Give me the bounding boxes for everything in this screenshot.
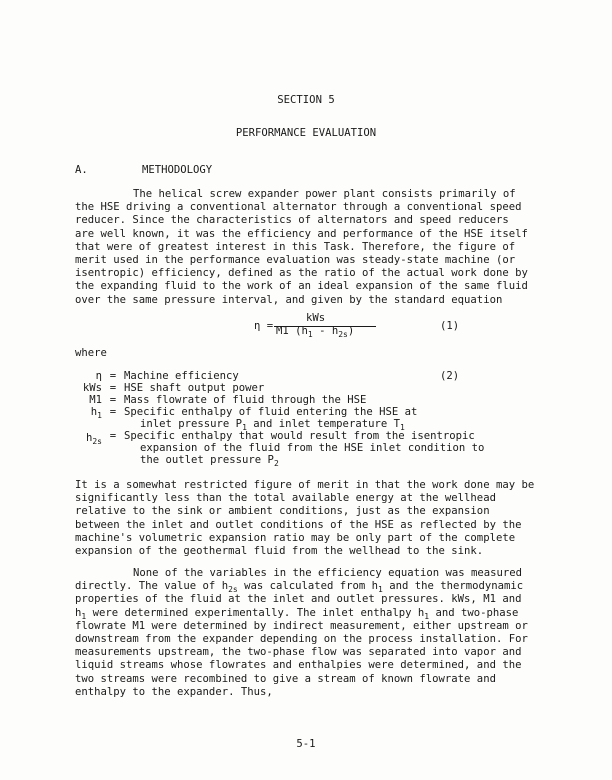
paragraph-line: reducer. Since the characteristics of alternators and speed reducers	[75, 214, 509, 227]
paragraph-line: machine's volumetric expansion ratio may be only part of the complete	[75, 531, 516, 544]
paragraph-restricted	[75, 479, 535, 558]
definition-m1: Mass flowrate of fluid through the HSE	[124, 394, 367, 406]
paragraph-line: liquid streams whose flowrates and enthalpies were determined, and the	[75, 659, 522, 672]
equals-sign: =	[109, 370, 117, 382]
equation-number-2: (2)	[440, 370, 460, 382]
paragraph-line: the expanding fluid to the work of an ideal expansion of the same fluid	[75, 280, 528, 293]
equals-sign: =	[109, 430, 117, 442]
definition-h2s-line2: expansion of the fluid from the HSE inlet condition to	[140, 442, 485, 454]
paragraph-line: are well known, it was the efficiency and performance of the HSE itself	[75, 227, 528, 240]
paragraph-line: measurements upstream, the two-phase flow was separated into vapor and	[75, 646, 522, 659]
paragraph-line: the HSE driving a conventional alternator through a conventional speed	[75, 201, 522, 214]
symbol-h2s: $h_{2s}$	[85, 432, 102, 446]
page-number: 5-1	[296, 738, 316, 750]
heading-title: METHODOLOGY	[142, 164, 213, 176]
paragraph-line: enthalpy to the expander. Thus,	[75, 685, 273, 698]
equals-sign: =	[109, 382, 117, 394]
paragraph-line: relative to the sink or ambient conditions, just as the expansion	[75, 505, 490, 518]
definition-h1-line2: inlet pressure $P_1$ and inlet temperature $T_1$	[140, 418, 405, 432]
paragraph-line: that were of greatest interest in this Task. Therefore, the figure of	[75, 240, 516, 253]
definition-eta: Machine efficiency	[124, 370, 239, 382]
definition-kws: HSE shaft output power	[124, 382, 265, 394]
section-title: SECTION 5	[277, 94, 335, 106]
symbol-eta: η	[95, 370, 102, 382]
equals-sign: =	[109, 394, 117, 406]
symbol-h1: $h_1$	[90, 406, 102, 420]
section-subtitle: PERFORMANCE EVALUATION	[235, 127, 377, 139]
paragraph-line: downstream from the expander depending on the process installation. For	[75, 633, 528, 646]
paragraph-line: None of the variables in the efficiency equation was measured	[133, 567, 523, 579]
paragraph-line: expansion of the geothermal fluid from the wellhead to the sink.	[75, 545, 484, 558]
paragraph-intro	[75, 188, 528, 307]
symbol-m1: M1	[89, 394, 102, 406]
definition-h2s-line1: Specific enthalpy that would result from the isentropic	[124, 430, 475, 442]
paragraph-line: The helical screw expander power plant consists primarily of	[133, 188, 516, 200]
equation-lhs: η =	[254, 320, 274, 332]
equation-number-1: (1)	[440, 320, 460, 332]
paragraph-line: flowrate M1 were determined by indirect measurement, either upstream or	[75, 619, 528, 632]
heading-letter: A.	[75, 164, 88, 176]
paragraph-line: two streams were recombined to give a stream of known flowrate and	[75, 672, 496, 685]
paragraph-line: merit used in the performance evaluation was steady-state machine (or	[75, 254, 516, 267]
equation-denominator: M1 $(h_1 - h_{2s})$	[276, 325, 355, 339]
paragraph-variables	[75, 567, 528, 699]
paragraph-line: It is a somewhat restricted figure of merit in that the work done may be	[75, 479, 535, 491]
paragraph-line: $h_1$ were determined experimentally. The inlet enthalpy $h_1$ and two-phase	[75, 606, 519, 621]
definition-h1-line1: Specific enthalpy of fluid entering the HSE at	[124, 406, 418, 418]
paragraph-line: over the same pressure interval, and given by the standard equation	[75, 293, 503, 306]
paragraph-line: isentropic) efficiency, defined as the ratio of the actual work done by	[75, 267, 528, 280]
paragraph-line: significantly less than the total available energy at the wellhead	[75, 492, 496, 505]
where-label: where	[75, 347, 107, 359]
definition-h2s-line3: the outlet pressure $P_2$	[140, 454, 279, 468]
equals-sign: =	[109, 406, 117, 418]
paragraph-line: between the inlet and outlet conditions of the HSE as reflected by the	[75, 518, 522, 531]
paragraph-line: properties of the fluid at the inlet and outlet pressures. kWs, M1 and	[75, 593, 522, 606]
paragraph-line: directly. The value of $h_{2s}$ was calculated from $h_1$ and the thermodynamic	[75, 580, 524, 595]
equation-numerator: kWs	[306, 312, 326, 324]
symbol-kws: kWs	[82, 382, 102, 394]
